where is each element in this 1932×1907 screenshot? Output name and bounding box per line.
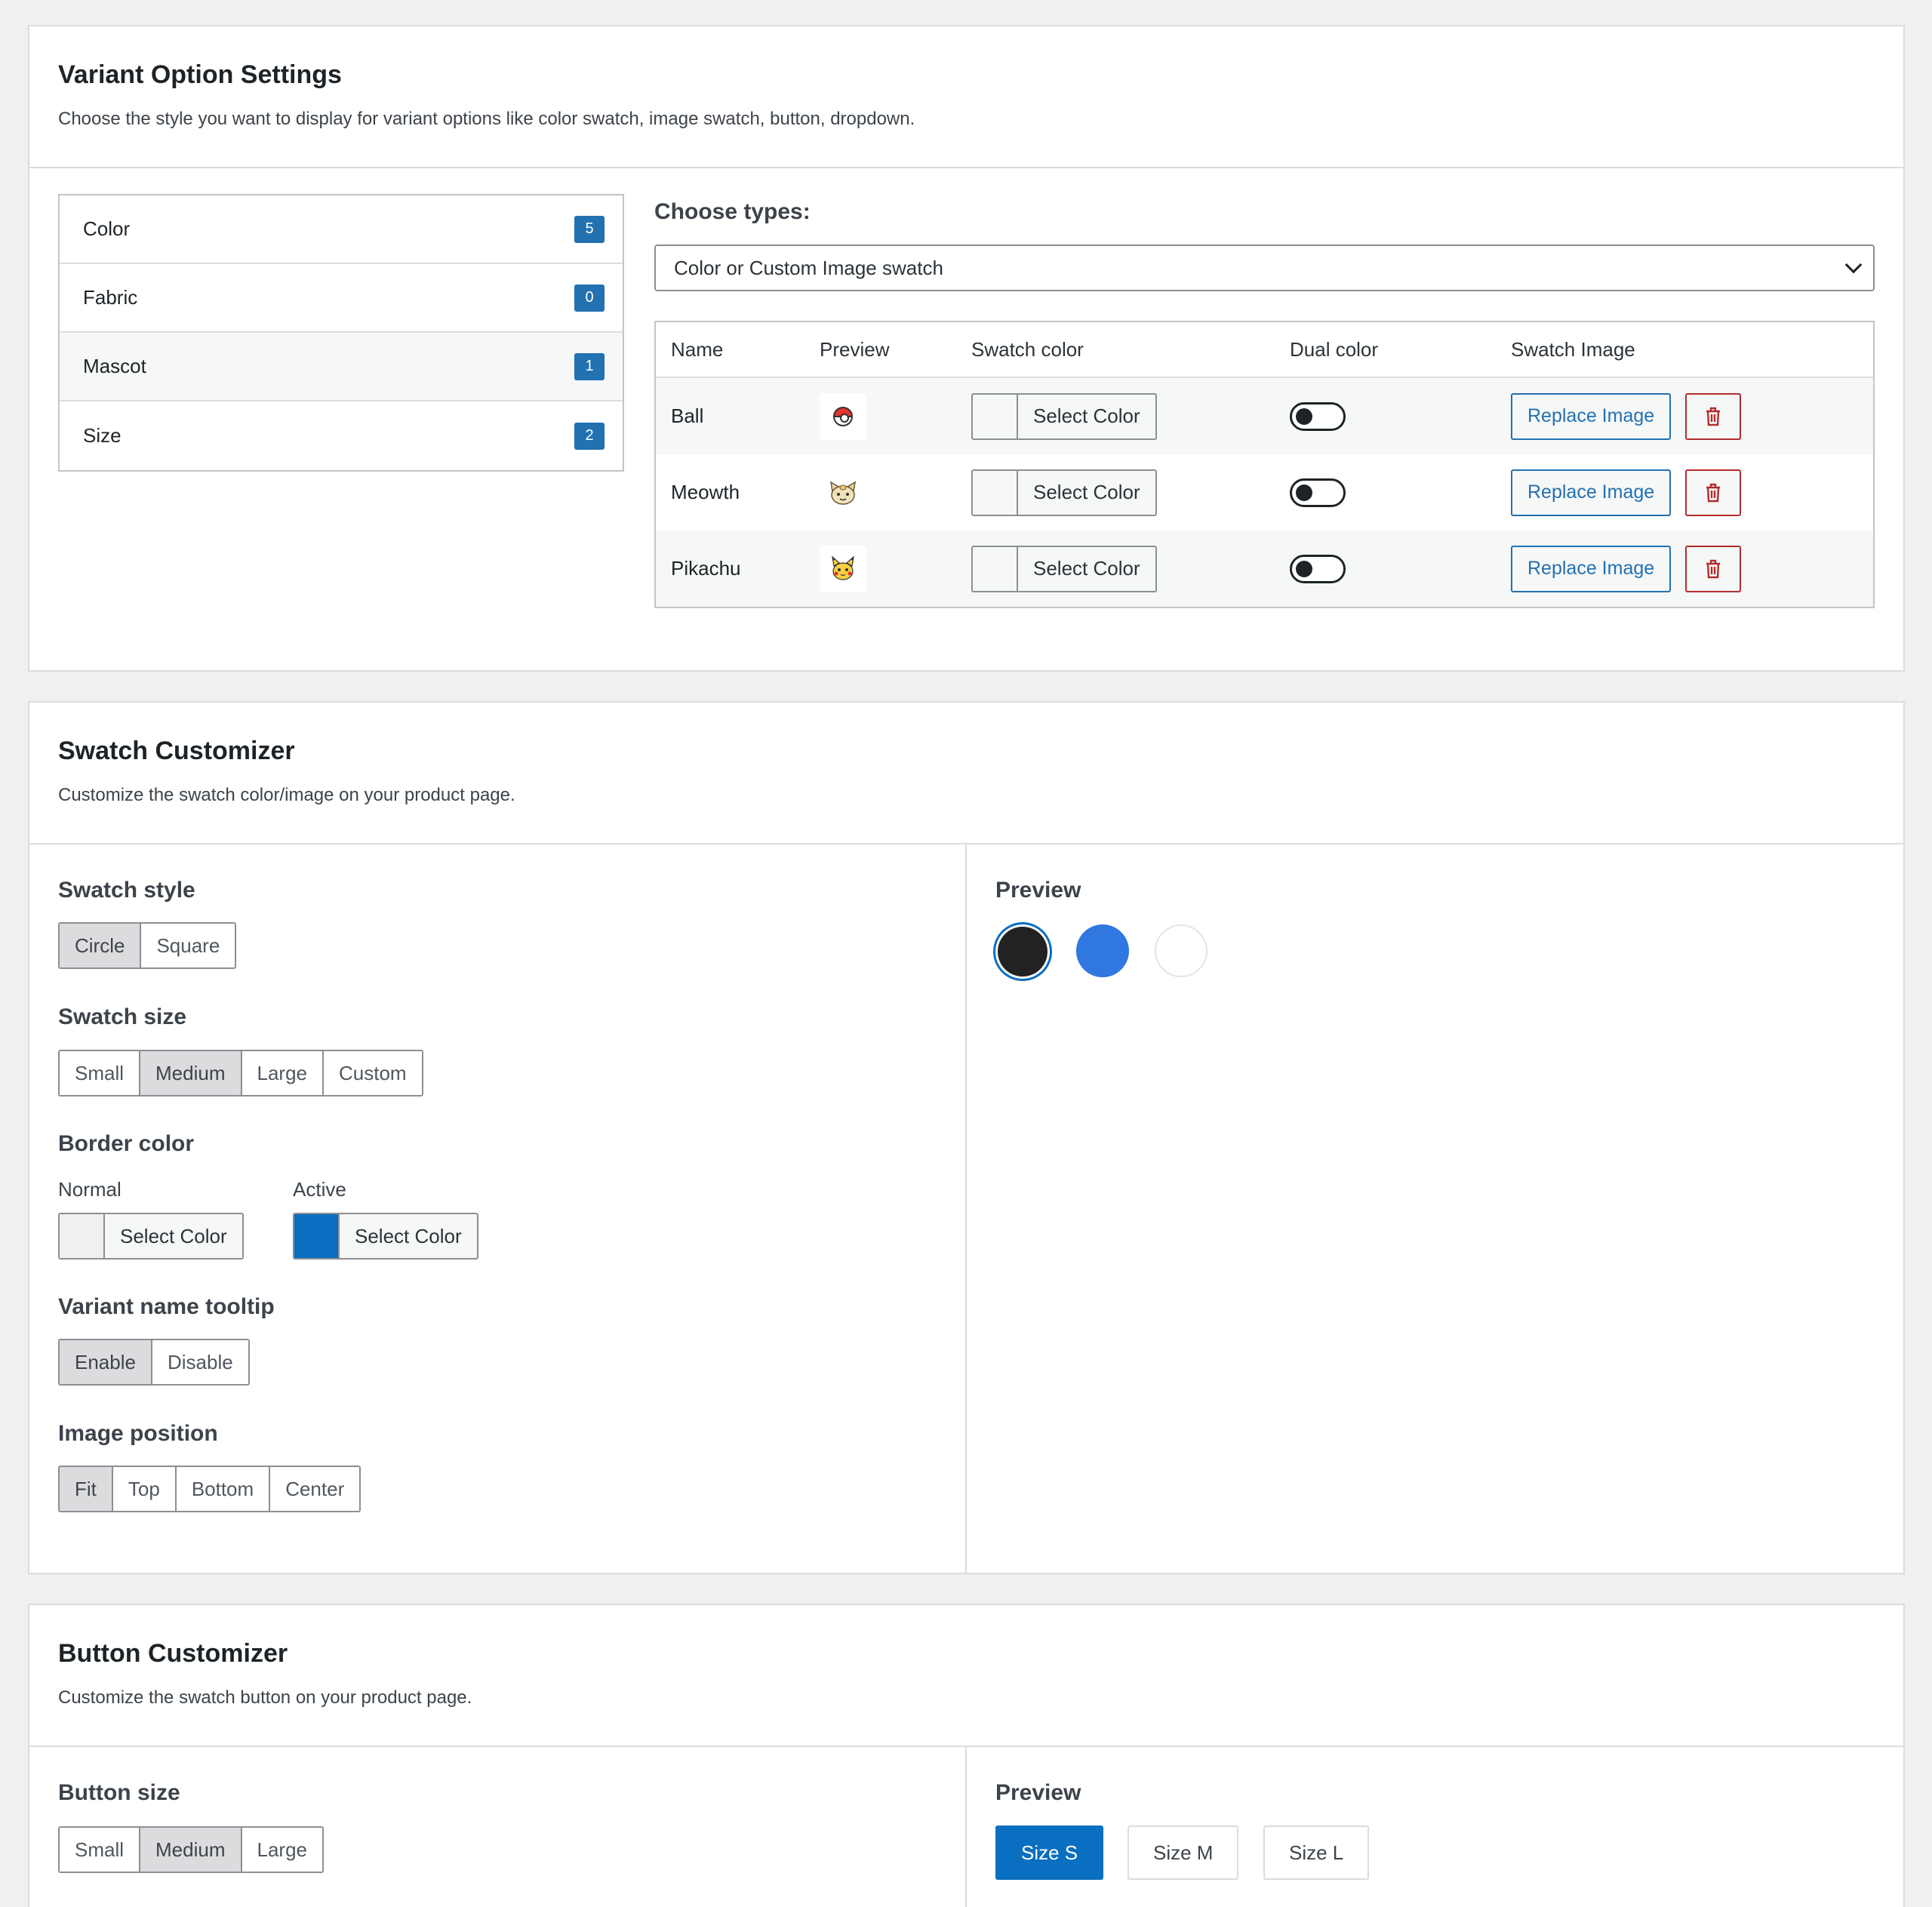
swatch-size-segmented	[58, 1050, 423, 1097]
variant-name: Pikachu	[671, 557, 741, 580]
border-active-label: Active	[293, 1178, 346, 1201]
swatch-size-medium[interactable]: Medium	[140, 1051, 242, 1095]
dual-color-toggle[interactable]	[1290, 555, 1346, 583]
variant-preview	[820, 546, 866, 592]
table-row	[656, 378, 1873, 454]
select-color-label: Select Color	[1033, 481, 1140, 503]
swatch-size-small[interactable]: Small	[60, 1051, 140, 1095]
pikachu-icon	[829, 555, 857, 583]
option-label: Color	[83, 217, 131, 240]
button-customizer-header	[29, 1605, 1903, 1747]
border-normal-label: Normal	[58, 1178, 122, 1201]
table-row	[656, 531, 1873, 607]
preview-size-l-button[interactable]: Size L	[1263, 1825, 1369, 1880]
preview-swatch-dark[interactable]	[998, 927, 1048, 977]
button-size-segmented	[58, 1826, 324, 1873]
trash-icon	[1704, 406, 1722, 427]
swatch-style-segmented	[58, 922, 236, 969]
option-count-badge: 5	[574, 216, 605, 243]
color-swatch	[60, 1214, 105, 1258]
option-count-badge: 2	[574, 423, 605, 450]
swatch-size-custom[interactable]: Custom	[324, 1051, 422, 1095]
option-label: Fabric	[83, 286, 138, 309]
swatch-style-square[interactable]: Square	[141, 924, 235, 967]
button-size-label: Button size	[58, 1780, 180, 1805]
tooltip-segmented	[58, 1339, 250, 1386]
pokeball-icon	[833, 407, 853, 426]
delete-image-button[interactable]	[1685, 393, 1741, 440]
button-size-small[interactable]: Small	[60, 1828, 140, 1872]
swatch-customizer-card	[28, 701, 1905, 1574]
variant-option-settings-card	[28, 25, 1905, 672]
variant-settings-header	[29, 26, 1903, 168]
delete-image-button[interactable]	[1685, 469, 1741, 516]
swatch-color-picker[interactable]	[971, 393, 1157, 440]
trash-icon	[1704, 482, 1722, 503]
button-size-medium[interactable]: Medium	[140, 1828, 242, 1872]
swatch-style-circle[interactable]: Circle	[60, 924, 141, 967]
variant-name: Ball	[671, 404, 704, 427]
table-header-row	[656, 322, 1873, 378]
chevron-down-icon	[1845, 257, 1863, 274]
dual-color-toggle[interactable]	[1290, 402, 1346, 431]
column-header-swatch-image: Swatch Image	[1511, 337, 1635, 361]
meowth-icon	[828, 479, 858, 506]
choose-types-value: Color or Custom Image swatch	[674, 256, 943, 279]
dual-color-toggle[interactable]	[1290, 478, 1346, 507]
select-color-label: Select Color	[1033, 404, 1140, 427]
swatch-color-picker[interactable]	[971, 546, 1157, 592]
choose-types-label: Choose types:	[654, 199, 811, 224]
preview-swatch-white[interactable]	[1155, 924, 1208, 977]
replace-image-button[interactable]: Replace Image	[1511, 546, 1671, 592]
column-divider	[965, 844, 967, 1573]
swatch-customizer-header	[29, 703, 1903, 844]
preview-size-m-button[interactable]: Size M	[1128, 1825, 1238, 1880]
option-count-badge: 1	[574, 353, 605, 380]
color-swatch	[973, 547, 1018, 591]
button-preview-label: Preview	[995, 1780, 1081, 1805]
button-size-large[interactable]: Large	[242, 1828, 323, 1872]
variant-preview	[820, 469, 866, 516]
variant-option-list	[58, 194, 624, 472]
select-color-label: Select Color	[1033, 557, 1140, 580]
page-title: Variant Option Settings	[58, 60, 342, 89]
column-header-swatch-color: Swatch color	[971, 337, 1084, 361]
swatch-customizer-description: Customize the swatch color/image on your product page.	[58, 784, 515, 805]
swatch-image-actions	[1511, 469, 1741, 516]
swatch-preview-label: Preview	[995, 878, 1081, 903]
choose-types-select[interactable]	[654, 245, 1875, 291]
swatch-color-picker[interactable]	[971, 469, 1157, 516]
trash-icon	[1704, 558, 1722, 580]
option-item-fabric[interactable]	[60, 264, 623, 333]
color-swatch	[973, 395, 1018, 438]
button-customizer-title: Button Customizer	[58, 1639, 288, 1668]
preview-size-s-button[interactable]: Size S	[995, 1825, 1103, 1880]
swatch-size-large[interactable]: Large	[242, 1051, 325, 1095]
table-row	[656, 454, 1873, 531]
border-color-label: Border color	[58, 1131, 195, 1156]
option-label: Size	[83, 424, 122, 447]
button-customizer-description: Customize the swatch button on your product page.	[58, 1687, 472, 1708]
option-item-color[interactable]	[60, 195, 623, 264]
tooltip-label: Variant name tooltip	[58, 1294, 275, 1319]
image-position-segmented	[58, 1466, 361, 1512]
swatch-size-label: Swatch size	[58, 1004, 187, 1029]
border-active-color-picker[interactable]	[293, 1213, 478, 1260]
tooltip-enable[interactable]: Enable	[60, 1340, 152, 1384]
swatch-image-actions	[1511, 546, 1741, 592]
column-header-dual-color: Dual color	[1290, 337, 1379, 361]
option-count-badge: 0	[574, 285, 605, 312]
select-color-label: Select Color	[120, 1224, 227, 1247]
option-item-mascot[interactable]	[60, 333, 623, 401]
option-item-size[interactable]	[60, 401, 623, 470]
variant-name: Meowth	[671, 481, 740, 503]
swatch-image-actions	[1511, 393, 1741, 440]
variant-settings-description: Choose the style you want to display for variant options like color swatch, image swatch, button, dropdown.	[58, 108, 915, 129]
button-customizer-card	[28, 1604, 1905, 1907]
column-header-preview: Preview	[820, 337, 890, 361]
swatch-customizer-title: Swatch Customizer	[58, 737, 295, 765]
image-position-bottom[interactable]: Bottom	[177, 1467, 270, 1511]
replace-image-button[interactable]: Replace Image	[1511, 469, 1671, 516]
image-position-label: Image position	[58, 1421, 218, 1446]
select-color-label: Select Color	[355, 1224, 462, 1247]
image-position-center[interactable]: Center	[270, 1467, 359, 1511]
column-divider	[965, 1747, 967, 1907]
color-swatch	[973, 471, 1018, 515]
preview-swatch-blue[interactable]	[1076, 924, 1129, 977]
swatch-style-label: Swatch style	[58, 878, 195, 903]
image-position-fit[interactable]: Fit	[60, 1467, 113, 1511]
variant-preview	[820, 393, 866, 440]
option-label: Mascot	[83, 355, 146, 377]
replace-image-button[interactable]: Replace Image	[1511, 393, 1671, 440]
delete-image-button[interactable]	[1685, 546, 1741, 592]
column-header-name: Name	[671, 337, 724, 361]
color-swatch	[294, 1214, 340, 1258]
image-position-top[interactable]: Top	[113, 1467, 177, 1511]
tooltip-disable[interactable]: Disable	[152, 1340, 248, 1384]
border-normal-color-picker[interactable]	[58, 1213, 244, 1260]
variant-table	[654, 321, 1875, 608]
